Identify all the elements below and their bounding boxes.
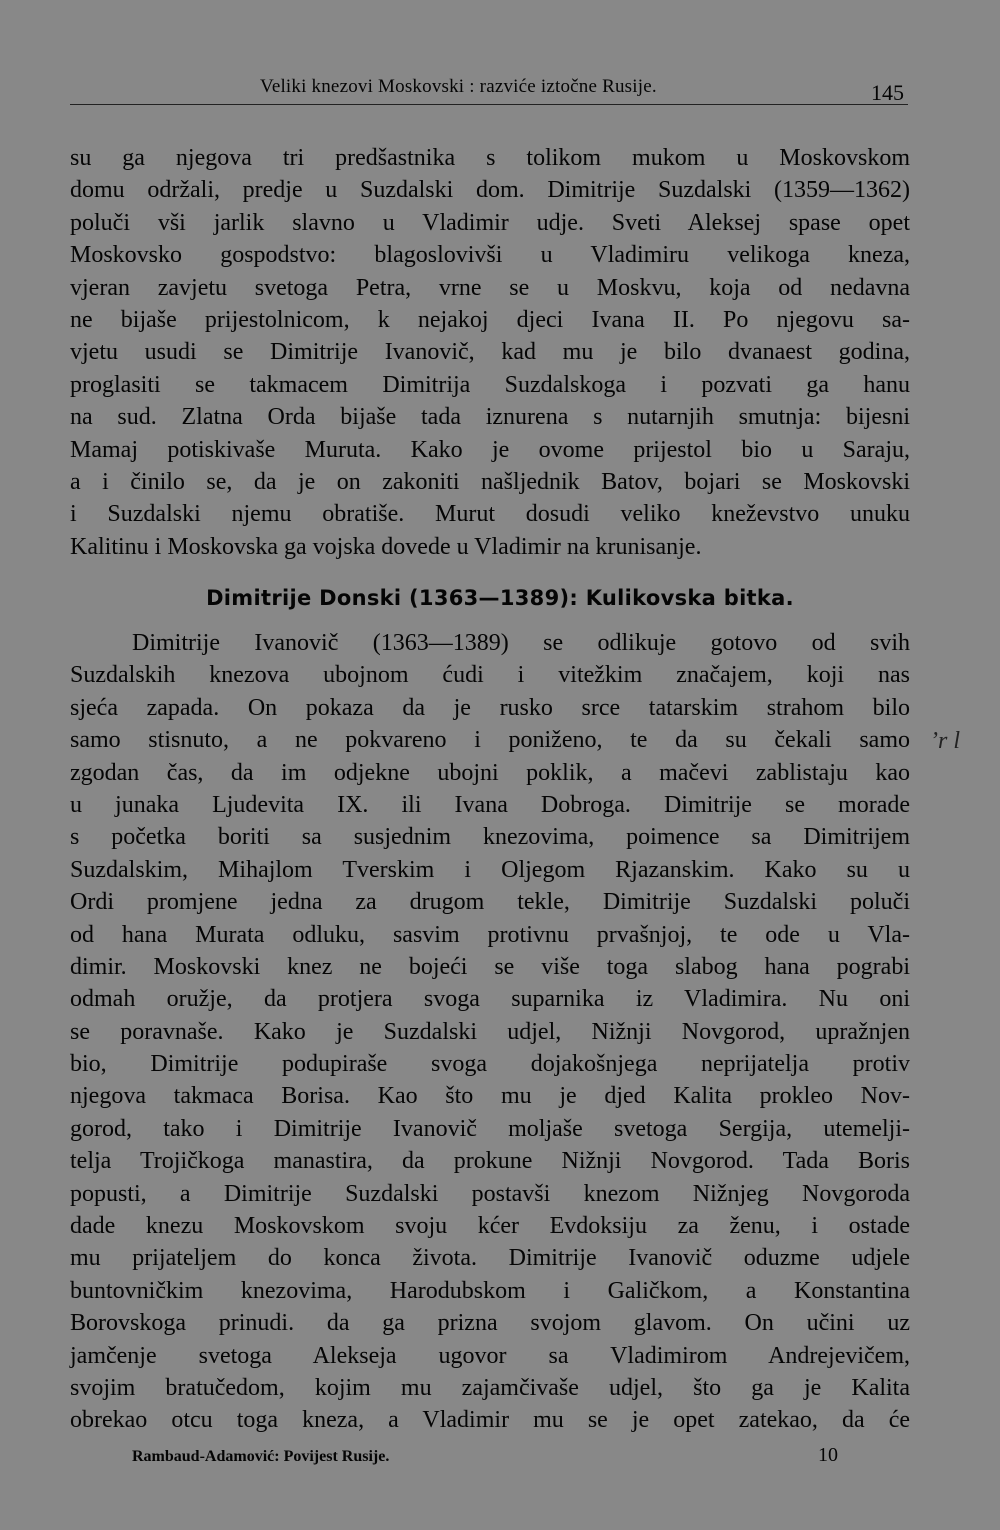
text-line: dimir. Moskovski knez ne bojeći se više toga slabog hana pograbi <box>70 953 910 980</box>
text-line: proglasiti se takmacem Dimitrija Suzdalskoga i pozvati ga hanu <box>70 371 910 398</box>
text-line: odmah oružje, da protjera svoga suparnika iz Vladimira. Nu oni <box>70 986 910 1013</box>
text-line: Kalitinu i Moskovska ga vojska dovede u Vladimir na krunisanje. <box>70 533 702 560</box>
text-line: u junaka Ljudevita IX. ili Ivana Dobroga. Dimitrije se morade <box>70 791 910 818</box>
footer-sheet-mark: 10 <box>818 1444 838 1466</box>
text-line: Suzdalskim, Mihajlom Tverskim i Oljegom Rjazanskim. Kako su u <box>70 856 910 883</box>
text-line: Suzdalskih knezova ubojnom ćudi i vitežkim značajem, koji nas <box>70 662 910 689</box>
text-line: bio, Dimitrije podupiraše svoga dojakošnjega neprijatelja protiv <box>70 1051 910 1078</box>
text-line: vjeran zavjetu svetoga Petra, vrne se u Moskvu, koja od nedavna <box>70 274 910 301</box>
paragraph-dimitrije-donski <box>70 627 910 1437</box>
text-line: Moskovsko gospodstvo: blagoslovivši u Vladimiru velikoga kneza, <box>70 242 910 269</box>
text-line: svojim bratučedom, kojim mu zajamčivaše udjel, što ga je Kalita <box>70 1374 910 1401</box>
text-line: i Suzdalski njemu obratiše. Murut dosudi veliko kneževstvo unuku <box>70 501 910 528</box>
text-line: obrekao otcu toga kneza, a Vladimir mu se je opet zatekao, da će <box>70 1407 910 1434</box>
text-line: Borovskoga prinudi. da ga prizna svojom glavom. On učini uz <box>70 1310 910 1337</box>
page-number: 145 <box>871 80 904 105</box>
text-line: gorod, tako i Dimitrije Ivanovič moljaše svetoga Sergija, utemelji- <box>70 1115 910 1142</box>
text-line: njegova takmaca Borisa. Kao što mu je djed Kalita prokleo Nov- <box>70 1083 910 1110</box>
text-line: telja Trojičkoga manastira, da prokune Nižnji Novgorod. Tada Boris <box>70 1148 910 1175</box>
text-line: od hana Murata odluku, sasvim protivnu prvašnjoj, te ode u Vla- <box>70 921 910 948</box>
text-line: dade knezu Moskovskom svoju kćer Evdoksiju za ženu, i ostade <box>70 1213 910 1240</box>
text-line: su ga njegova tri predšastnika s tolikom mukom u Moskovskom <box>70 145 910 171</box>
text-line: Mamaj potiskivaše Muruta. Kako je ovome prijestol bio u Saraju, <box>70 436 910 463</box>
text-line: zgodan čas, da im odjekne ubojni poklik, a mačevi zablistaju kao <box>70 759 910 786</box>
text-line: samo stisnuto, a ne pokvareno i poniženo, te da su čekali samo <box>70 727 910 754</box>
text-line: mu prijateljem do konca života. Dimitrije Ivanovič oduzme udjele <box>70 1245 910 1272</box>
text-line: Dimitrije Ivanovič (1363—1389) se odlikuje gotovo od svih <box>132 630 910 656</box>
text-line: vjetu usudi se Dimitrije Ivanovič, kad mu je bilo dvanaest godina, <box>70 339 910 366</box>
text-line: popusti, a Dimitrije Suzdalski postavši knezom Nižnjeg Novgoroda <box>70 1180 910 1207</box>
text-line: poluči vši jarlik slavno u Vladimir udje. Sveti Aleksej spase opet <box>70 209 910 236</box>
margin-annotation: ʼr l <box>930 728 960 754</box>
text-line: a i činilo se, da je on zakoniti našljednik Batov, bojari se Moskovski <box>70 468 910 495</box>
paragraph-continuation <box>70 142 910 563</box>
text-line: sjeća zapada. On pokaza da je rusko srce tatarskim strahom bilo <box>70 694 910 721</box>
footer-signature: Rambaud-Adamović: Povijest Rusije. <box>132 1448 390 1465</box>
text-line: na sud. Zlatna Orda bijaše tada iznurena s nutarnjih smutnja: bijesni <box>70 404 910 431</box>
running-head: Veliki knezovi Moskovski : razviće iztočne Rusije. <box>260 76 657 97</box>
text-line: jamčenje svetoga Alekseja ugovor sa Vladimirom Andrejevičem, <box>70 1342 910 1369</box>
text-line: Ordi promjene jedna za drugom tekle, Dimitrije Suzdalski poluči <box>70 889 910 916</box>
text-line: domu održali, predje u Suzdalski dom. Dimitrije Suzdalski (1359—1362) <box>70 177 910 204</box>
text-line: ne bijaše prijestolnicom, k nejakoj djeci Ivana II. Po njegovu sa- <box>70 306 910 333</box>
text-line: buntovničkim knezovima, Harodubskom i Galičkom, a Konstantina <box>70 1277 910 1304</box>
text-line: s početka boriti sa susjednim knezovima, poimence sa Dimitrijem <box>70 824 910 851</box>
text-line: se poravnaše. Kako je Suzdalski udjel, Nižnji Novgorod, upražnjen <box>70 1018 910 1045</box>
section-heading: Dimitrije Donski (1363—1389): Kulikovska bitka. <box>206 586 794 610</box>
page-header <box>70 74 908 105</box>
